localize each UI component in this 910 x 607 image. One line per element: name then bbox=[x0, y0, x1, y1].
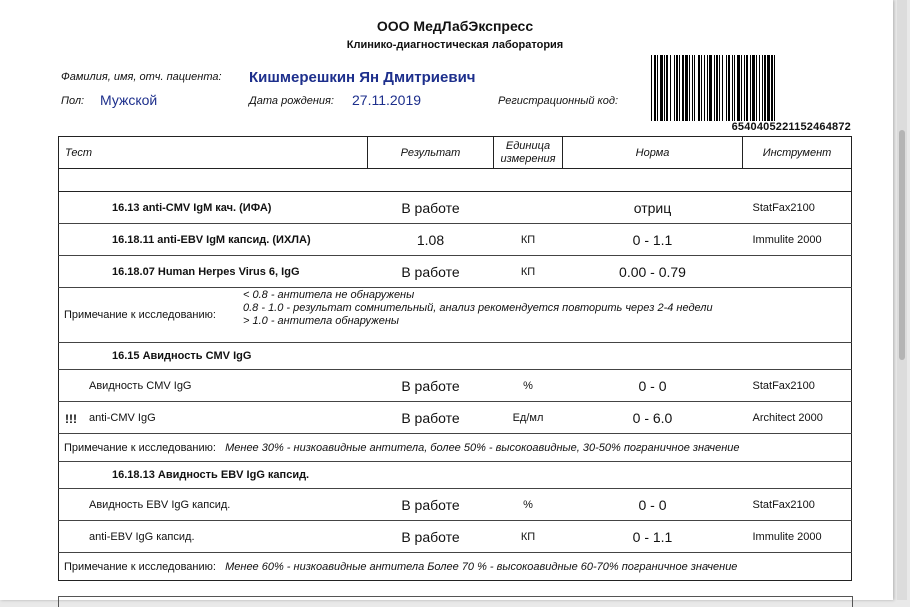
test-unit: КП bbox=[494, 224, 563, 256]
barcode-bar bbox=[737, 55, 740, 121]
barcode-bar bbox=[694, 55, 695, 121]
table-row bbox=[59, 224, 852, 256]
col-instrument-header: Инструмент bbox=[743, 137, 852, 169]
test-norm: 0 - 6.0 bbox=[563, 402, 743, 434]
note-text: Менее 60% - низкоавидные антитела Более 70 % - высокоавидные 60-70% пограничное значение bbox=[225, 560, 738, 573]
test-instrument: Immulite 2000 bbox=[743, 521, 852, 553]
table-row bbox=[59, 489, 852, 521]
col-unit-header: Единица измерения bbox=[494, 137, 563, 169]
lab-name: ООО МедЛабЭкспресс bbox=[376, 18, 534, 34]
section-title: 16.18.13 Авидность EBV IgG капсид. bbox=[59, 462, 852, 489]
barcode-bar bbox=[746, 55, 748, 121]
test-norm: 0 - 0 bbox=[563, 489, 743, 521]
table-row bbox=[59, 402, 852, 434]
test-name: Авидность CMV IgG bbox=[59, 370, 368, 402]
barcode-bar bbox=[764, 55, 766, 121]
note-line: < 0.8 - антитела не обнаружены bbox=[243, 289, 415, 301]
col-test-header: Тест bbox=[59, 137, 368, 169]
scrollbar-thumb[interactable] bbox=[899, 130, 905, 360]
note-text: Менее 30% - низкоавидные антитела, более 50% - высокоавидные, 30-50% пограничное значение bbox=[225, 441, 740, 454]
test-unit: % bbox=[494, 370, 563, 402]
barcode-bar bbox=[682, 55, 684, 121]
test-result: 1.08 bbox=[368, 224, 494, 256]
barcode-bar bbox=[701, 55, 702, 121]
barcode-bar bbox=[759, 55, 760, 121]
section-header-row bbox=[59, 343, 852, 370]
sex-value: Мужской bbox=[100, 92, 158, 108]
barcode-bar bbox=[676, 55, 678, 121]
barcode-bar bbox=[685, 55, 688, 121]
table-row bbox=[59, 521, 852, 553]
note-row bbox=[59, 288, 852, 343]
test-name: Авидность EBV IgG капсид. bbox=[59, 489, 368, 521]
dob-value: 27.11.2019 bbox=[352, 92, 422, 108]
barcode-bar bbox=[771, 55, 773, 121]
barcode-bar bbox=[704, 55, 705, 121]
test-norm: 0 - 1.1 bbox=[563, 224, 743, 256]
test-instrument: StatFax2100 bbox=[743, 192, 852, 224]
barcode-bar bbox=[741, 55, 742, 121]
note-label: Примечание к исследованию: bbox=[64, 560, 216, 573]
test-name: anti-EBV IgG капсид. bbox=[59, 521, 368, 553]
barcode-bar bbox=[654, 55, 656, 121]
barcode-number: 6540405221152464872 bbox=[731, 121, 851, 133]
barcode-bar bbox=[752, 55, 755, 121]
barcode-bar bbox=[709, 55, 712, 121]
barcode bbox=[651, 55, 852, 121]
lab-subtitle: Клинико-диагностическая лаборатория bbox=[346, 39, 564, 51]
barcode-bar bbox=[716, 55, 718, 121]
note-row bbox=[59, 553, 852, 581]
table-header-row bbox=[59, 137, 852, 169]
test-name: 16.18.07 Human Herpes Virus 6, IgG bbox=[59, 256, 368, 288]
table-row bbox=[59, 370, 852, 402]
barcode-bar bbox=[744, 55, 745, 121]
barcode-bar bbox=[767, 55, 770, 121]
reg-code-label: Регистрационный код: bbox=[498, 95, 618, 107]
barcode-bar bbox=[679, 55, 680, 121]
col-norm-header: Норма bbox=[563, 137, 743, 169]
col-result-header: Результат bbox=[368, 137, 494, 169]
test-norm: 0.00 - 0.79 bbox=[563, 256, 743, 288]
results-table bbox=[58, 136, 852, 581]
test-result: В работе bbox=[368, 256, 494, 288]
test-norm: 0 - 0 bbox=[563, 370, 743, 402]
test-result: В работе bbox=[368, 521, 494, 553]
test-unit bbox=[494, 192, 563, 224]
test-result: В работе bbox=[368, 489, 494, 521]
barcode-bar bbox=[734, 55, 735, 121]
test-unit: Ед/мл bbox=[494, 402, 563, 434]
alert-flag: !!! bbox=[65, 411, 77, 426]
note-label: Примечание к исследованию: bbox=[64, 309, 216, 321]
table-row bbox=[59, 256, 852, 288]
test-name: 16.13 anti-CMV IgM кач. (ИФА) bbox=[59, 192, 368, 224]
test-norm: 0 - 1.1 bbox=[563, 521, 743, 553]
next-table-edge bbox=[58, 596, 853, 607]
barcode-bar bbox=[722, 55, 723, 121]
note-line: > 1.0 - антитела обнаружены bbox=[243, 315, 399, 327]
test-instrument: StatFax2100 bbox=[743, 489, 852, 521]
section-header-row bbox=[59, 462, 852, 489]
test-instrument bbox=[743, 256, 852, 288]
test-instrument: StatFax2100 bbox=[743, 370, 852, 402]
test-result: В работе bbox=[368, 192, 494, 224]
note-line: 0.8 - 1.0 - результат сомнительный, анализ рекомендуется повторить через 2-4 недели bbox=[243, 302, 713, 314]
test-result: В работе bbox=[368, 370, 494, 402]
patient-name: Кишмерешкин Ян Дмитриевич bbox=[249, 69, 476, 86]
barcode-bar bbox=[674, 55, 675, 121]
test-unit: КП bbox=[494, 256, 563, 288]
barcode-bar bbox=[657, 55, 658, 121]
test-instrument: Immulite 2000 bbox=[743, 224, 852, 256]
barcode-bar bbox=[728, 55, 730, 121]
barcode-bar bbox=[707, 55, 708, 121]
barcode-bar bbox=[726, 55, 727, 121]
note-row bbox=[59, 434, 852, 462]
barcode-bar bbox=[664, 55, 665, 121]
barcode-bar bbox=[762, 55, 763, 121]
barcode-bar bbox=[660, 55, 663, 121]
test-norm: отриц bbox=[563, 192, 743, 224]
test-name: anti-CMV IgG bbox=[89, 411, 156, 424]
barcode-graphic bbox=[652, 55, 852, 121]
barcode-bar bbox=[698, 55, 700, 121]
sex-label: Пол: bbox=[61, 95, 85, 107]
barcode-bar bbox=[692, 55, 693, 121]
test-name-cell bbox=[59, 402, 368, 434]
barcode-bar bbox=[670, 55, 671, 121]
barcode-bar bbox=[689, 55, 690, 121]
note-text bbox=[243, 289, 713, 328]
table-row bbox=[59, 192, 852, 224]
barcode-bar bbox=[714, 55, 715, 121]
note-label: Примечание к исследованию: bbox=[64, 441, 216, 454]
patient-name-label: Фамилия, имя, отч. пациента: bbox=[61, 71, 222, 83]
table-spacer-row bbox=[59, 169, 852, 192]
test-unit: % bbox=[494, 489, 563, 521]
barcode-bar bbox=[756, 55, 757, 121]
test-unit: КП bbox=[494, 521, 563, 553]
barcode-bar bbox=[732, 55, 733, 121]
test-result: В работе bbox=[368, 402, 494, 434]
test-instrument: Architect 2000 bbox=[743, 402, 852, 434]
barcode-bar bbox=[719, 55, 720, 121]
test-name: 16.18.11 anti-EBV IgM капсид. (ИХЛА) bbox=[59, 224, 368, 256]
barcode-bar bbox=[750, 55, 751, 121]
barcode-bar bbox=[774, 55, 775, 121]
dob-label: Дата рождения: bbox=[249, 95, 334, 107]
section-title: 16.15 Авидность CMV IgG bbox=[59, 343, 852, 370]
barcode-bar bbox=[666, 55, 668, 121]
